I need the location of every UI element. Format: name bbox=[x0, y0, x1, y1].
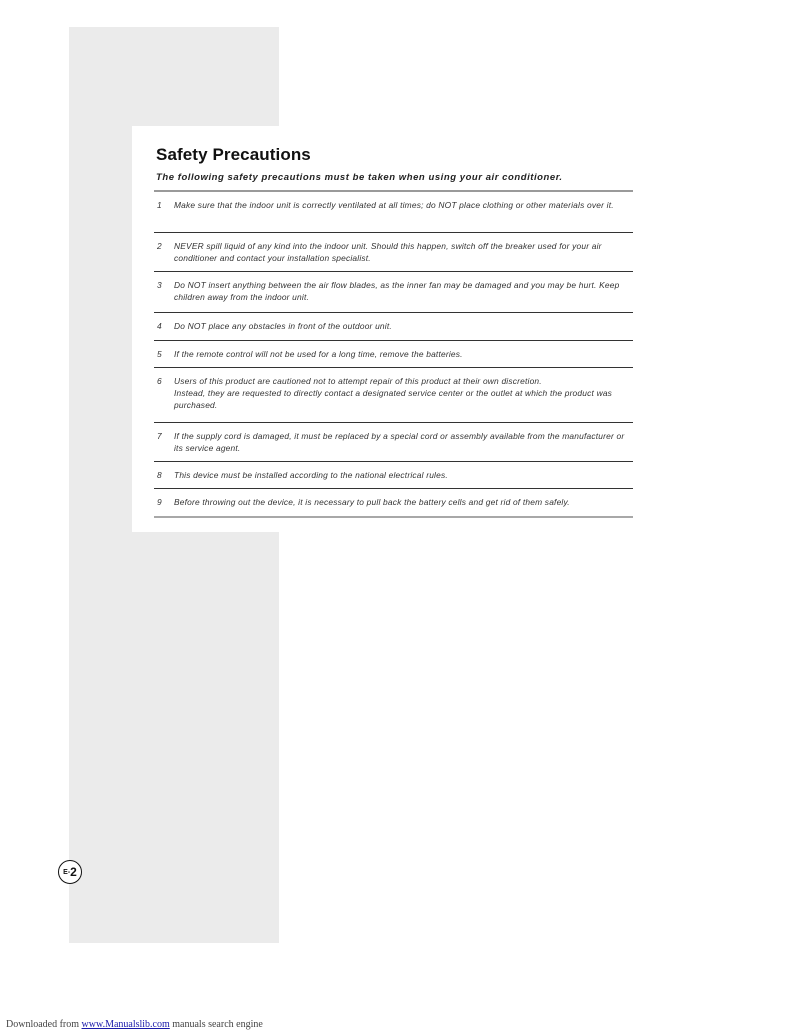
list-item bbox=[154, 313, 633, 341]
page-number: 2 bbox=[70, 865, 77, 879]
item-number: 3 bbox=[157, 280, 162, 290]
item-number: 5 bbox=[157, 349, 162, 359]
page-title: Safety Precautions bbox=[156, 145, 311, 164]
page-subtitle: The following safety precautions must be taken when using your air conditioner. bbox=[156, 172, 563, 183]
list-item bbox=[154, 423, 633, 462]
list-item bbox=[154, 192, 633, 233]
item-number: 7 bbox=[157, 431, 162, 441]
download-footer bbox=[6, 1019, 263, 1030]
list-item bbox=[154, 368, 633, 423]
item-text: Make sure that the indoor unit is correctly ventilated at all times; do NOT place clothing or other materials over it. bbox=[174, 200, 614, 210]
item-number: 4 bbox=[157, 321, 162, 331]
list-item bbox=[154, 233, 633, 272]
item-number: 8 bbox=[157, 470, 162, 480]
precautions-list bbox=[154, 192, 633, 518]
manualslib-link[interactable]: www.Manualslib.com bbox=[81, 1019, 170, 1030]
footer-prefix: Downloaded from bbox=[6, 1019, 80, 1030]
item-text: Before throwing out the device, it is necessary to pull back the battery cells and get rid of them safely. bbox=[174, 497, 570, 507]
item-text-continued: Instead, they are requested to directly contact a designated service center or the outlet at which the product was purchased. bbox=[174, 388, 613, 410]
item-text: If the remote control will not be used for a long time, remove the batteries. bbox=[174, 349, 463, 359]
item-number: 9 bbox=[157, 497, 162, 507]
list-item bbox=[154, 341, 633, 368]
item-text: Users of this product are cautioned not to attempt repair of this product at their own discretion. bbox=[174, 376, 542, 386]
footer-suffix: manuals search engine bbox=[172, 1019, 263, 1030]
item-text: Do NOT place any obstacles in front of the outdoor unit. bbox=[174, 321, 392, 331]
item-number: 6 bbox=[157, 376, 162, 386]
list-item bbox=[154, 272, 633, 313]
item-text: NEVER spill liquid of any kind into the indoor unit. Should this happen, switch off the breaker used for your air conditioner and contact your installation specialist. bbox=[174, 241, 602, 263]
item-text: Do NOT insert anything between the air flow blades, as the inner fan may be damaged and you may be hurt. Keep children away from the indoor unit. bbox=[174, 280, 620, 302]
item-text: This device must be installed according to the national electrical rules. bbox=[174, 470, 448, 480]
item-text: If the supply cord is damaged, it must be replaced by a special cord or assembly available from the manufacturer or its service agent. bbox=[174, 431, 625, 453]
page-number-badge bbox=[58, 860, 82, 884]
item-number: 2 bbox=[157, 241, 162, 251]
page-prefix: E- bbox=[63, 868, 71, 876]
list-item bbox=[154, 462, 633, 489]
item-number: 1 bbox=[157, 200, 162, 210]
list-item bbox=[154, 489, 633, 518]
